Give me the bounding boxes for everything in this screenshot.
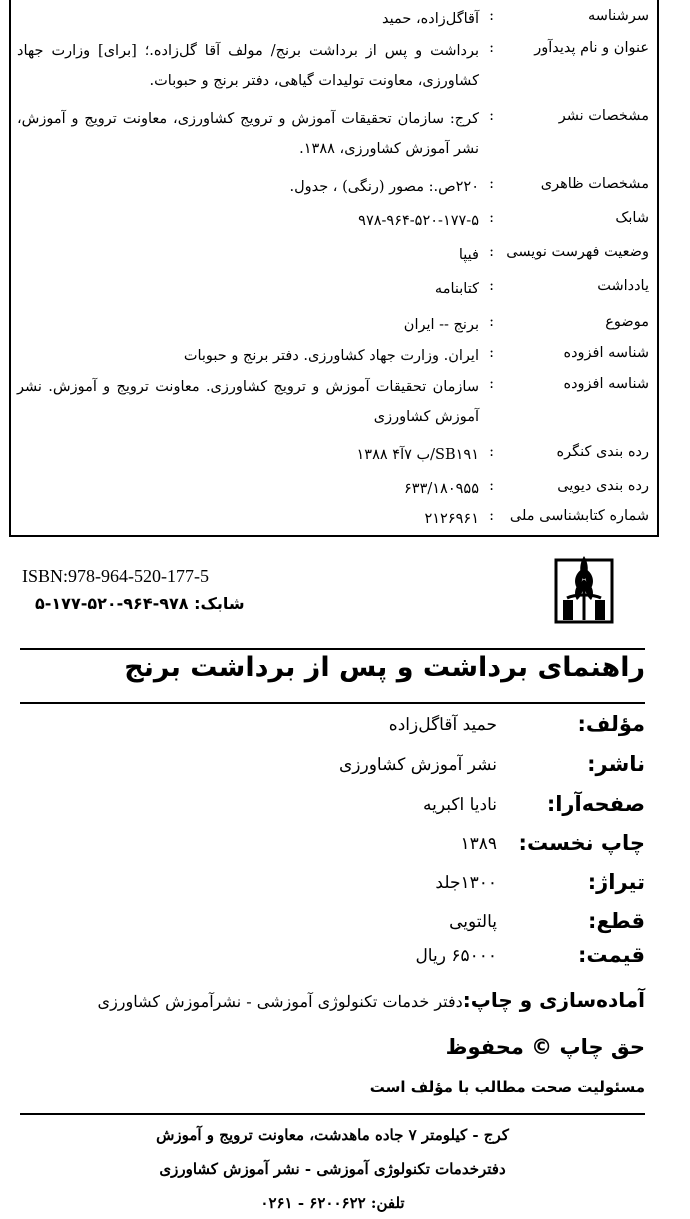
cip-colon: : [489,444,494,460]
publisher-logo-icon [553,550,615,625]
cip-row [11,504,657,534]
imprint-row-circulation [20,870,645,900]
responsibility-notice: مسئولیت صحت مطالب با مؤلف است [369,1078,645,1096]
cip-colon: : [489,345,494,361]
imprint-label: ناشر: [587,752,645,776]
cip-value: ۲۲۰ص.: مصور (رنگی) ، جدول. [289,179,479,195]
preparation-label: آماده‌سازی و چاپ: [462,988,645,1012]
phone-line: تلفن: ۶۲۰۰۶۲۲ - ۰۲۶۱ [260,1194,405,1212]
cip-row [11,4,657,34]
cip-value: آقاگل‌زاده، حمید [382,11,479,27]
copyright-notice: حق چاپ © محفوظ [445,1035,645,1059]
divider [20,648,645,650]
cip-label: وضعیت فهرست نویسی [506,244,649,260]
cip-value: سازمان تحقیقات آموزش و ترویج کشاورزی. معاونت ترویج و آموزش. نشر آموزش کشاورزی [17,379,479,425]
book-title: راهنمای برداشت و پس از برداشت برنج [124,652,645,683]
imprint-value: ۱۳۰۰جلد [435,873,497,893]
imprint-value: حمید آقاگل‌زاده [388,715,497,735]
imprint-label: قیمت: [577,943,645,967]
cip-label: شناسه افزوده [563,345,649,361]
cip-colon: : [489,176,494,192]
address-line: کرج - کیلومتر ۷ جاده ماهدشت، معاونت ترویج و آموزش [156,1126,509,1144]
cip-label: موضوع [605,314,649,330]
cip-colon: : [489,278,494,294]
cip-value: ایران. وزارت جهاد کشاورزی. دفتر برنج و حبوبات [183,348,479,364]
cip-label: شماره کتابشناسی ملی [509,508,649,524]
cip-value: ۲۱۲۶۹۶۱ [424,511,479,527]
imprint-label: صفحه‌آرا: [546,792,645,816]
cip-value: برداشت و پس از برداشت برنج/ مولف آقا گل‌زاده.؛ [برای] وزارت جهاد کشاورزی، معاونت تولیدات گیاهی، دفتر برنج و حبوبات. [17,43,479,89]
cip-row [11,472,657,502]
cip-label: شناسه افزوده [563,376,649,392]
imprint-value: ۶۵۰۰۰ ریال [415,946,497,966]
imprint-value: ۱۳۸۹ [460,834,497,854]
imprint-value: پالتویی [449,912,497,932]
isbn-persian [35,594,245,613]
imprint-value: نادیا اکبریه [423,795,497,815]
address-line: دفترخدمات تکنولوژی آموزشی - نشر آموزش کشاورزی [159,1160,506,1178]
cip-value: ۶۳۳/۱۸۰۹۵۵ [404,481,479,497]
preparation-line [98,988,645,1012]
imprint-row-format [20,909,645,939]
cataloging-box [9,0,659,537]
cip-label: رده بندی دیویی [557,478,649,494]
cip-value: SB۱۹۱/ب ۷آ۴ ۱۳۸۸ [356,447,479,463]
cip-label: شابک [615,210,649,226]
cip-value: برنج -- ایران [403,317,479,333]
cip-label: عنوان و نام پدیدآور [534,40,649,56]
imprint-row-price [20,943,645,973]
imprint-label: تیراژ: [587,870,645,894]
imprint-value: نشر آموزش کشاورزی [338,755,497,775]
cip-row [11,238,657,268]
cip-label: سرشناسه [587,8,649,24]
cip-row [11,102,657,164]
cip-colon: : [489,8,494,24]
cip-colon: : [489,108,494,124]
divider [20,702,645,704]
cip-row [11,204,657,234]
cip-row [11,308,657,338]
cip-row [11,272,657,302]
imprint-row-layout [20,792,645,822]
cip-row [11,370,657,432]
cip-value: فیپا [458,247,479,263]
cip-colon: : [489,244,494,260]
cip-label: یادداشت [597,278,649,294]
divider [20,1113,645,1115]
cip-value: ۹۷۸-۹۶۴-۵۲۰-۱۷۷-۵ [358,213,479,229]
cip-label: رده بندی کنگره [556,444,649,460]
cip-row [11,339,657,369]
isbn-persian-label: شابک: [194,594,245,613]
imprint-row-author [20,712,645,742]
cip-label: مشخصات نشر [558,108,649,124]
isbn-latin: ISBN:978-964-520-177-5 [22,566,209,586]
cip-colon: : [489,210,494,226]
cip-colon: : [489,478,494,494]
preparation-value: دفتر خدمات تکنولوژی آموزشی - نشرآموزش کشاورزی [97,992,463,1011]
cip-colon: : [489,40,494,56]
cip-colon: : [489,508,494,524]
isbn-persian-value: ۹۷۸-۹۶۴-۵۲۰-۱۷۷-۵ [35,594,189,613]
imprint-row-publisher [20,752,645,782]
cip-row [11,34,657,94]
cip-label: مشخصات ظاهری [540,176,649,192]
cip-row [11,440,657,470]
imprint-label: قطع: [588,909,645,933]
cip-value: کرج: سازمان تحقیقات آموزش و ترویج کشاورزی، معاونت ترویج و آموزش، نشر آموزش کشاورزی، ۱۳۸۸. [17,111,479,157]
cip-colon: : [489,314,494,330]
imprint-row-first-print [20,831,645,861]
cip-value: کتابنامه [434,281,479,297]
imprint-label: مؤلف: [577,712,645,736]
imprint-label: چاپ نخست: [518,831,645,855]
cip-row [11,170,657,200]
cip-colon: : [489,376,494,392]
